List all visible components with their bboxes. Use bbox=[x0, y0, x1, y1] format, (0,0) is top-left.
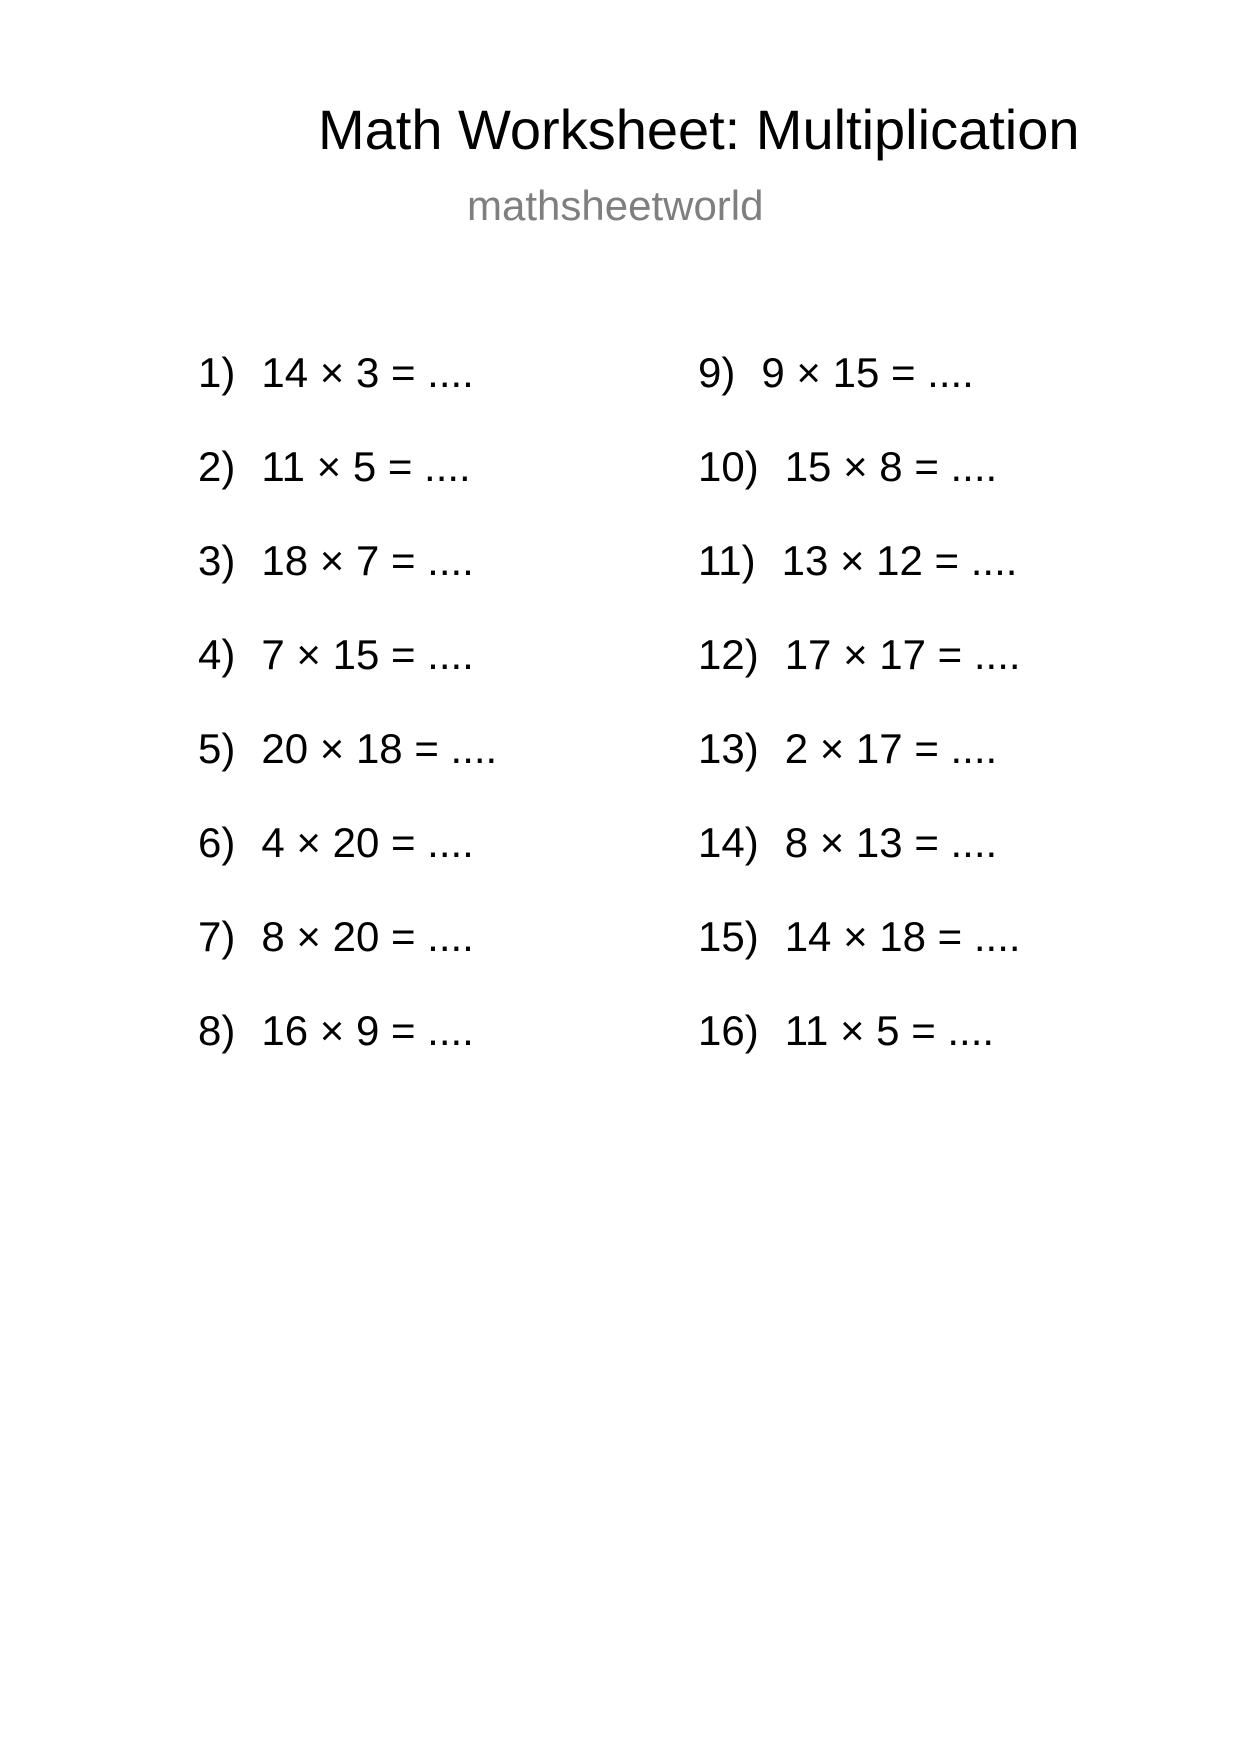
problem-5 bbox=[198, 723, 497, 817]
problem-11 bbox=[698, 535, 1021, 629]
problem-expression: 8 × 13 = .... bbox=[784, 819, 998, 866]
problem-expression: 20 × 18 = .... bbox=[261, 725, 498, 772]
problem-9 bbox=[698, 347, 1021, 441]
problem-2 bbox=[198, 441, 497, 535]
problem-expression: 14 × 3 = .... bbox=[261, 349, 474, 396]
problem-expression: 7 × 15 = .... bbox=[261, 631, 474, 678]
problem-expression: 15 × 8 = .... bbox=[784, 443, 998, 490]
problem-number: 3) bbox=[198, 537, 236, 584]
problem-1 bbox=[198, 347, 497, 441]
problem-expression: 4 × 20 = .... bbox=[261, 819, 474, 866]
problem-3 bbox=[198, 535, 497, 629]
problem-expression: 9 × 15 = .... bbox=[761, 349, 974, 396]
problem-expression: 17 × 17 = .... bbox=[784, 631, 1021, 678]
problem-16 bbox=[698, 1005, 1021, 1099]
problem-expression: 16 × 9 = .... bbox=[261, 1007, 474, 1054]
problem-7 bbox=[198, 911, 497, 1005]
problem-number: 4) bbox=[198, 631, 236, 678]
problem-14 bbox=[698, 817, 1021, 911]
problem-12 bbox=[698, 629, 1021, 723]
problem-number: 11) bbox=[698, 537, 756, 584]
worksheet-title: Math Worksheet: Multiplication bbox=[318, 98, 1080, 161]
problem-expression: 13 × 12 = .... bbox=[781, 537, 1018, 584]
problem-expression: 14 × 18 = .... bbox=[784, 913, 1021, 960]
problem-number: 15) bbox=[698, 913, 759, 960]
problem-number: 1) bbox=[198, 349, 236, 396]
problem-number: 12) bbox=[698, 631, 759, 678]
problem-number: 2) bbox=[198, 443, 236, 490]
problem-8 bbox=[198, 1005, 497, 1099]
problem-number: 13) bbox=[698, 725, 759, 772]
problem-column-right bbox=[698, 347, 1021, 1099]
problem-13 bbox=[698, 723, 1021, 817]
problem-number: 8) bbox=[198, 1007, 236, 1054]
problem-number: 7) bbox=[198, 913, 236, 960]
problem-number: 5) bbox=[198, 725, 236, 772]
problem-15 bbox=[698, 911, 1021, 1005]
problem-number: 9) bbox=[698, 349, 736, 396]
problem-number: 14) bbox=[698, 819, 759, 866]
problem-expression: 18 × 7 = .... bbox=[261, 537, 474, 584]
problem-column-left bbox=[198, 347, 497, 1099]
problem-number: 16) bbox=[698, 1007, 759, 1054]
problem-expression: 2 × 17 = .... bbox=[784, 725, 998, 772]
problem-number: 10) bbox=[698, 443, 759, 490]
problem-4 bbox=[198, 629, 497, 723]
worksheet-source: mathsheetworld bbox=[467, 182, 764, 229]
problem-10 bbox=[698, 441, 1021, 535]
problem-expression: 11 × 5 = .... bbox=[261, 443, 471, 490]
problem-expression: 8 × 20 = .... bbox=[261, 913, 474, 960]
problem-number: 6) bbox=[198, 819, 236, 866]
problem-expression: 11 × 5 = .... bbox=[784, 1007, 995, 1054]
problem-6 bbox=[198, 817, 497, 911]
